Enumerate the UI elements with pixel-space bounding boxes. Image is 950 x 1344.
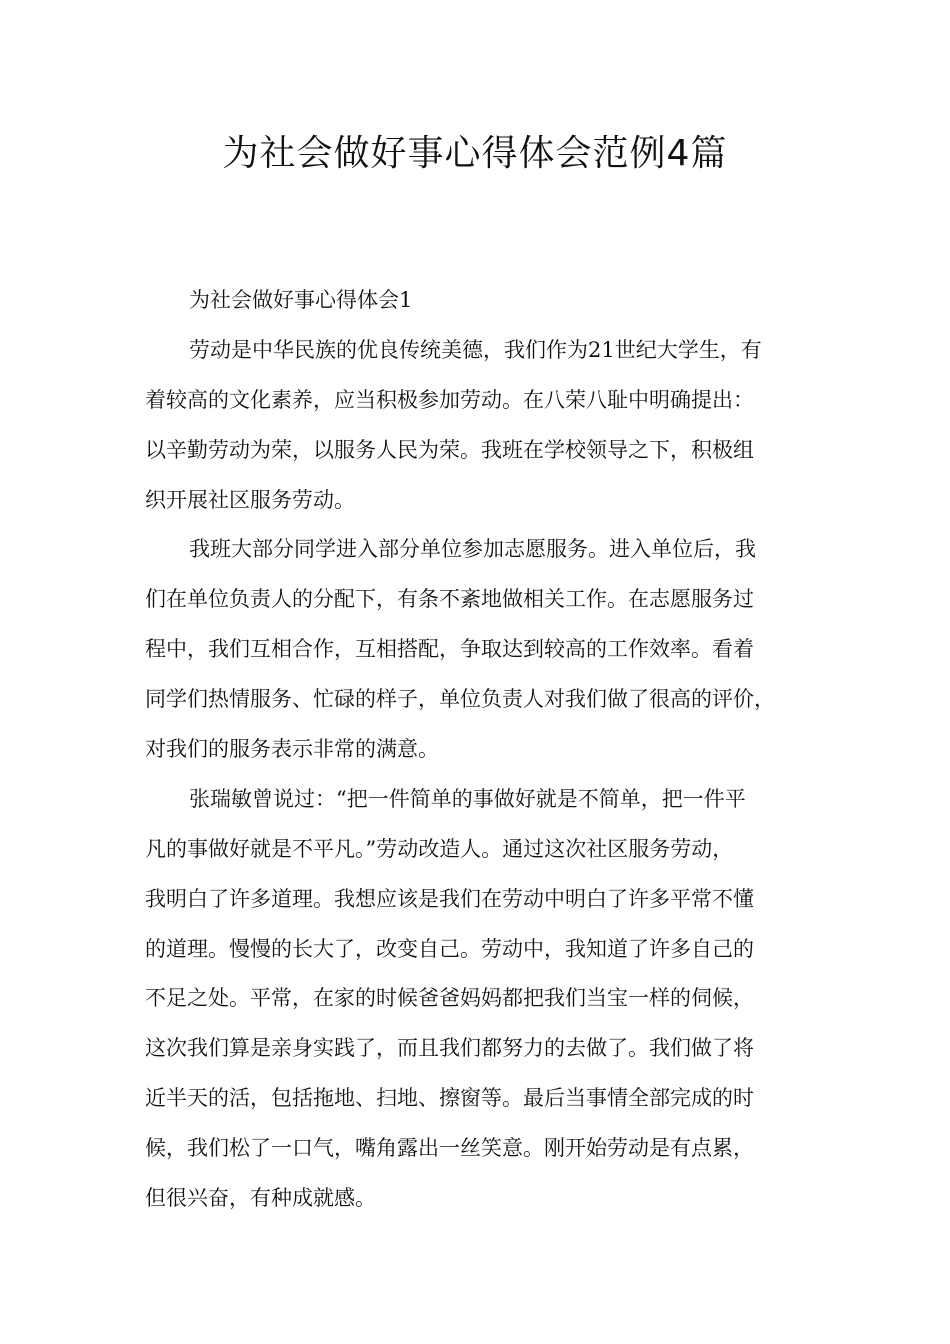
text-line: 劳动是中华民族的优良传统美德，我们作为21世纪大学生，有 (189, 337, 762, 362)
text-line: 不足之处。平常，在家的时候爸爸妈妈都把我们当宝一样的伺候， (145, 986, 754, 1011)
text-line: 着较高的文化素养，应当积极参加劳动。在八荣八耻中明确提出： (145, 387, 754, 412)
text-line: 程中，我们互相合作，互相搭配，争取达到较高的工作效率。看着 (145, 637, 754, 662)
text-line: 同学们热情服务、忙碌的样子，单位负责人对我们做了很高的评价， (145, 687, 775, 712)
document-body (145, 276, 825, 1224)
text-line: 对我们的服务表示非常的满意。 (145, 737, 439, 762)
text-line: 凡的事做好就是不平凡。”劳动改造人。通过这次社区服务劳动， (145, 836, 734, 861)
document-title: 为社会做好事心得体会范例4篇 (222, 133, 728, 174)
text-line: 这次我们算是亲身实践了，而且我们都努力的去做了。我们做了将 (145, 1036, 754, 1061)
text-line: 我明白了许多道理。我想应该是我们在劳动中明白了许多平常不懂 (145, 886, 754, 911)
text-line: 张瑞敏曾说过：“把一件简单的事做好就是不简单，把一件平 (189, 786, 746, 811)
text-line: 我班大部分同学进入部分单位参加志愿服务。进入单位后，我 (189, 537, 756, 562)
text-line: 们在单位负责人的分配下，有条不紊地做相关工作。在志愿服务过 (145, 587, 754, 612)
text-line: 但很兴奋，有种成就感。 (145, 1186, 376, 1211)
text-line: 为社会做好事心得体会1 (189, 288, 413, 312)
text-line: 的道理。慢慢的长大了，改变自己。劳动中，我知道了许多自己的 (145, 936, 754, 961)
text-line: 织开展社区服务劳动。 (145, 487, 355, 512)
text-line: 候，我们松了一口气，嘴角露出一丝笑意。刚开始劳动是有点累， (145, 1136, 754, 1161)
text-line: 以辛勤劳动为荣，以服务人民为荣。我班在学校领导之下，积极组 (145, 437, 754, 462)
text-line: 近半天的活，包括拖地、扫地、擦窗等。最后当事情全部完成的时 (145, 1086, 754, 1111)
